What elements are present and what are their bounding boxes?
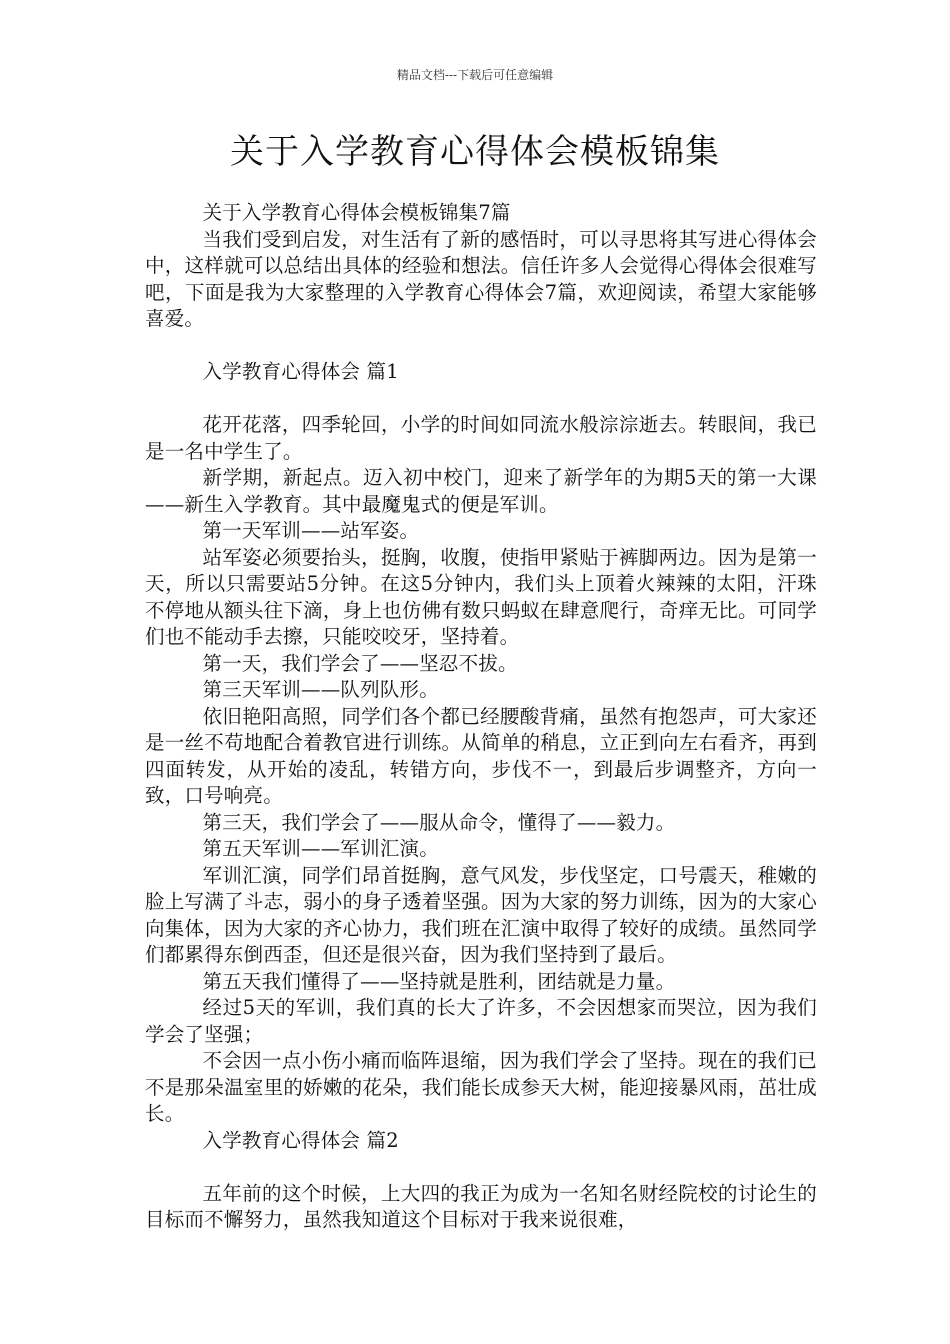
paragraph: 入学教育心得体会 篇1 [202,360,399,383]
paragraph: 第三天军训——队列队形。 [202,678,439,701]
blank-line [145,333,817,360]
paragraph: 依旧艳阳高照，同学们各个都已经腰酸背痛，虽然有抱怨声，可大家还是一丝不苟地配合着教官进行训练。从简单的稍息，立正到向左右看齐，再到四面转发，从开始的凌乱，转错方向，步伐不一，到最后步调整齐，方向一致，口号响亮。 [145,704,817,807]
blank-line [145,386,817,413]
paragraph: 第三天，我们学会了——服从命令，懂得了——毅力。 [202,810,676,834]
paragraph: 军训汇演，同学们昂首挺胸，意气风发，步伐坚定，口号震天，稚嫩的脸上写满了斗志，弱小的身子透着坚强。因为大家的努力训练，因为的大家心向集体，因为大家的齐心协力，我们班在汇演中取得了较好的成绩。虽然同学们都累得东倒西歪，但还是很兴奋，因为我们坚持到了最后。 [145,863,817,966]
paragraph: 关于入学教育心得体会模板锦集7篇 [202,201,511,224]
paragraph: 五年前的这个时候，上大四的我正为成为一名知名财经院校的讨论生的目标而不懈努力，虽然我知道这个目标对于我来说很难， [145,1181,817,1231]
paragraph: 花开花落，四季轮回，小学的时间如同流水般淙淙逝去。转眼间，我已是一名中学生了。 [145,413,817,463]
paragraph: 入学教育心得体会 篇2 [202,1128,399,1152]
paragraph: 第一天，我们学会了——坚忍不拔。 [202,651,518,675]
document-title: 关于入学教育心得体会模板锦集 [230,132,720,172]
paragraph: 新学期，新起点。迈入初中校门，迎来了新学年的为期5天的第一大课——新生入学教育。其中最魔鬼式的便是军训。 [145,466,817,516]
paragraph: 站军姿必须要抬头，挺胸，收腹，使指甲紧贴于裤脚两边。因为是第一天，所以只需要站5分钟。在这5分钟内，我们头上顶着火辣辣的太阳，汗珠不停地从额头往下滴，身上也仿佛有数只蚂蚁在肆意爬行，奇痒无比。可同学们也不能动手去擦，只能咬咬牙，坚持着。 [145,545,817,648]
paragraph: 不会因一点小伤小痛而临阵退缩，因为我们学会了坚持。现在的我们已不是那朵温室里的娇嫩的花朵，我们能长成参天大树，能迎接暴风雨，茁壮成长。 [145,1049,817,1125]
document-body [145,200,817,1234]
paragraph: 经过5天的军训，我们真的长大了许多，不会因想家而哭泣，因为我们学会了坚强； [145,996,817,1046]
blank-line [145,1154,817,1181]
paragraph: 当我们受到启发，对生活有了新的感悟时，可以寻思将其写进心得体会中，这样就可以总结出具体的经验和想法。信任许多人会觉得心得体会很难写吧，下面是我为大家整理的入学教育心得体会7篇，欢迎阅读，希望大家能够喜爱。 [145,227,817,330]
paragraph: 第五天我们懂得了——坚持就是胜利，团结就是力量。 [202,969,676,993]
paragraph: 第一天军训——站军姿。 [202,519,420,542]
paragraph: 第五天军训——军训汇演。 [202,837,439,860]
header-note: 精品文档---下载后可任意编辑 [396,68,554,82]
